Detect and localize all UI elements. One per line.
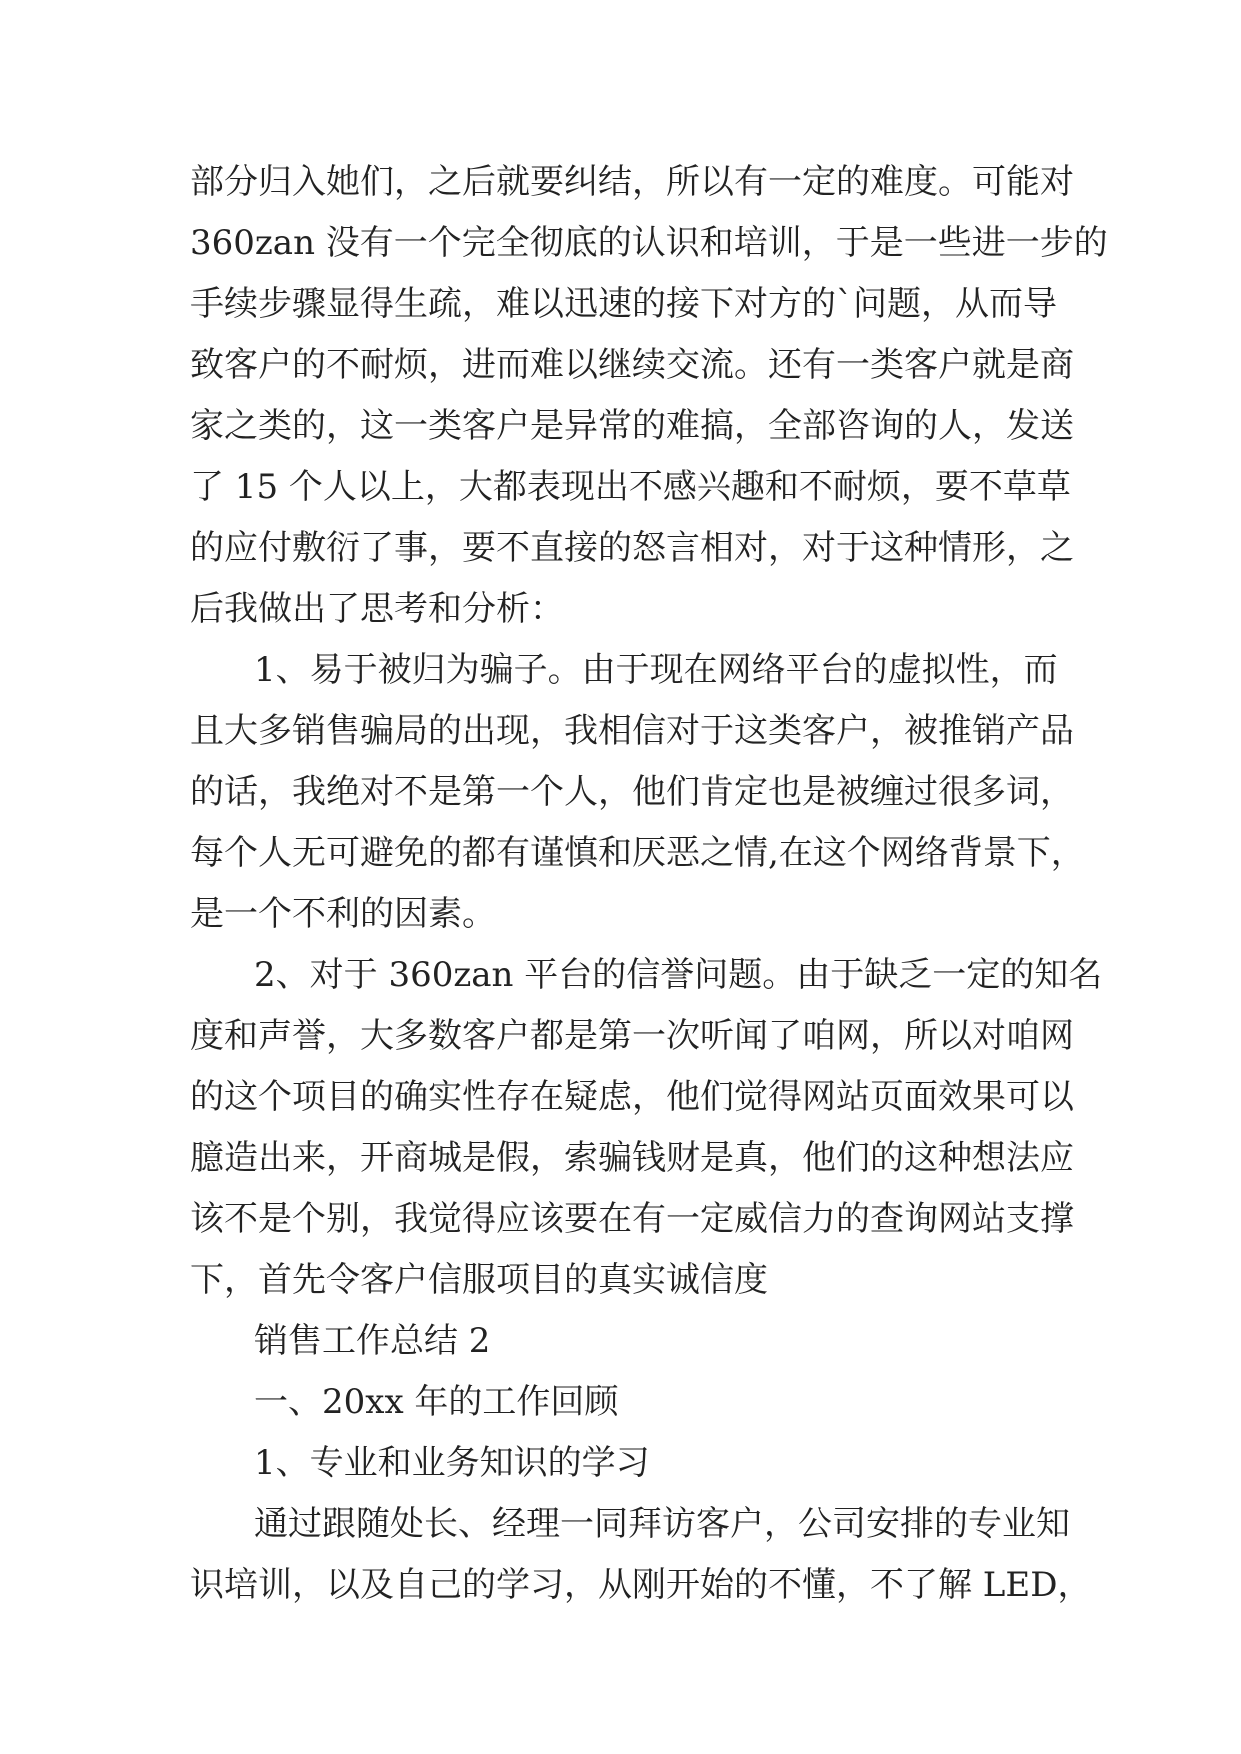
text-line: 手续步骤显得生疏，难以迅速的接下对方的`问题，从而导 bbox=[190, 284, 1057, 324]
subsection-heading: 1、专业和业务知识的学习 bbox=[254, 1443, 650, 1483]
text-line: 致客户的不耐烦，进而难以继续交流。还有一类客户就是商 bbox=[190, 345, 1074, 385]
subsection-heading: 一、20xx 年的工作回顾 bbox=[254, 1382, 619, 1422]
text-line: 通过跟随处长、经理一同拜访客户，公司安排的专业知 bbox=[254, 1504, 1070, 1544]
text-line: 家之类的，这一类客户是异常的难搞，全部咨询的人，发送 bbox=[190, 406, 1074, 446]
text-line: 臆造出来，开商城是假，索骗钱财是真，他们的这种想法应 bbox=[190, 1138, 1074, 1178]
text-line: 是一个不利的因素。 bbox=[190, 894, 496, 934]
text-line: 360zan 没有一个完全彻底的认识和培训，于是一些进一步的 bbox=[190, 223, 1108, 263]
text-line: 识培训，以及自己的学习，从刚开始的不懂，不了解 LED， bbox=[190, 1565, 1092, 1605]
text-line: 且大多销售骗局的出现，我相信对于这类客户，被推销产品 bbox=[190, 711, 1074, 751]
text-line: 部分归入她们，之后就要纠结，所以有一定的难度。可能对 bbox=[190, 162, 1074, 202]
text-line: 2、对于 360zan 平台的信誉问题。由于缺乏一定的知名 bbox=[254, 955, 1103, 995]
text-line: 的话，我绝对不是第一个人，他们肯定也是被缠过很多词， bbox=[190, 772, 1074, 812]
text-line: 1、易于被归为骗子。由于现在网络平台的虚拟性，而 bbox=[254, 650, 1058, 690]
text-line: 度和声誉，大多数客户都是第一次听闻了咱网，所以对咱网 bbox=[190, 1016, 1074, 1056]
text-line: 的这个项目的确实性存在疑虑，他们觉得网站页面效果可以 bbox=[190, 1077, 1074, 1117]
text-line: 的应付敷衍了事，要不直接的怒言相对，对于这种情形，之 bbox=[190, 528, 1074, 568]
text-line: 下，首先令客户信服项目的真实诚信度 bbox=[190, 1260, 768, 1300]
document-body bbox=[190, 152, 1108, 1616]
text-line: 该不是个别，我觉得应该要在有一定威信力的查询网站支撑 bbox=[190, 1199, 1074, 1239]
text-line: 了 15 个人以上，大都表现出不感兴趣和不耐烦，要不草草 bbox=[190, 467, 1071, 507]
section-heading: 销售工作总结 2 bbox=[254, 1321, 491, 1361]
text-line: 后我做出了思考和分析： bbox=[190, 589, 564, 629]
text-line: 每个人无可避免的都有谨慎和厌恶之情,在这个网络背景下， bbox=[190, 833, 1085, 873]
